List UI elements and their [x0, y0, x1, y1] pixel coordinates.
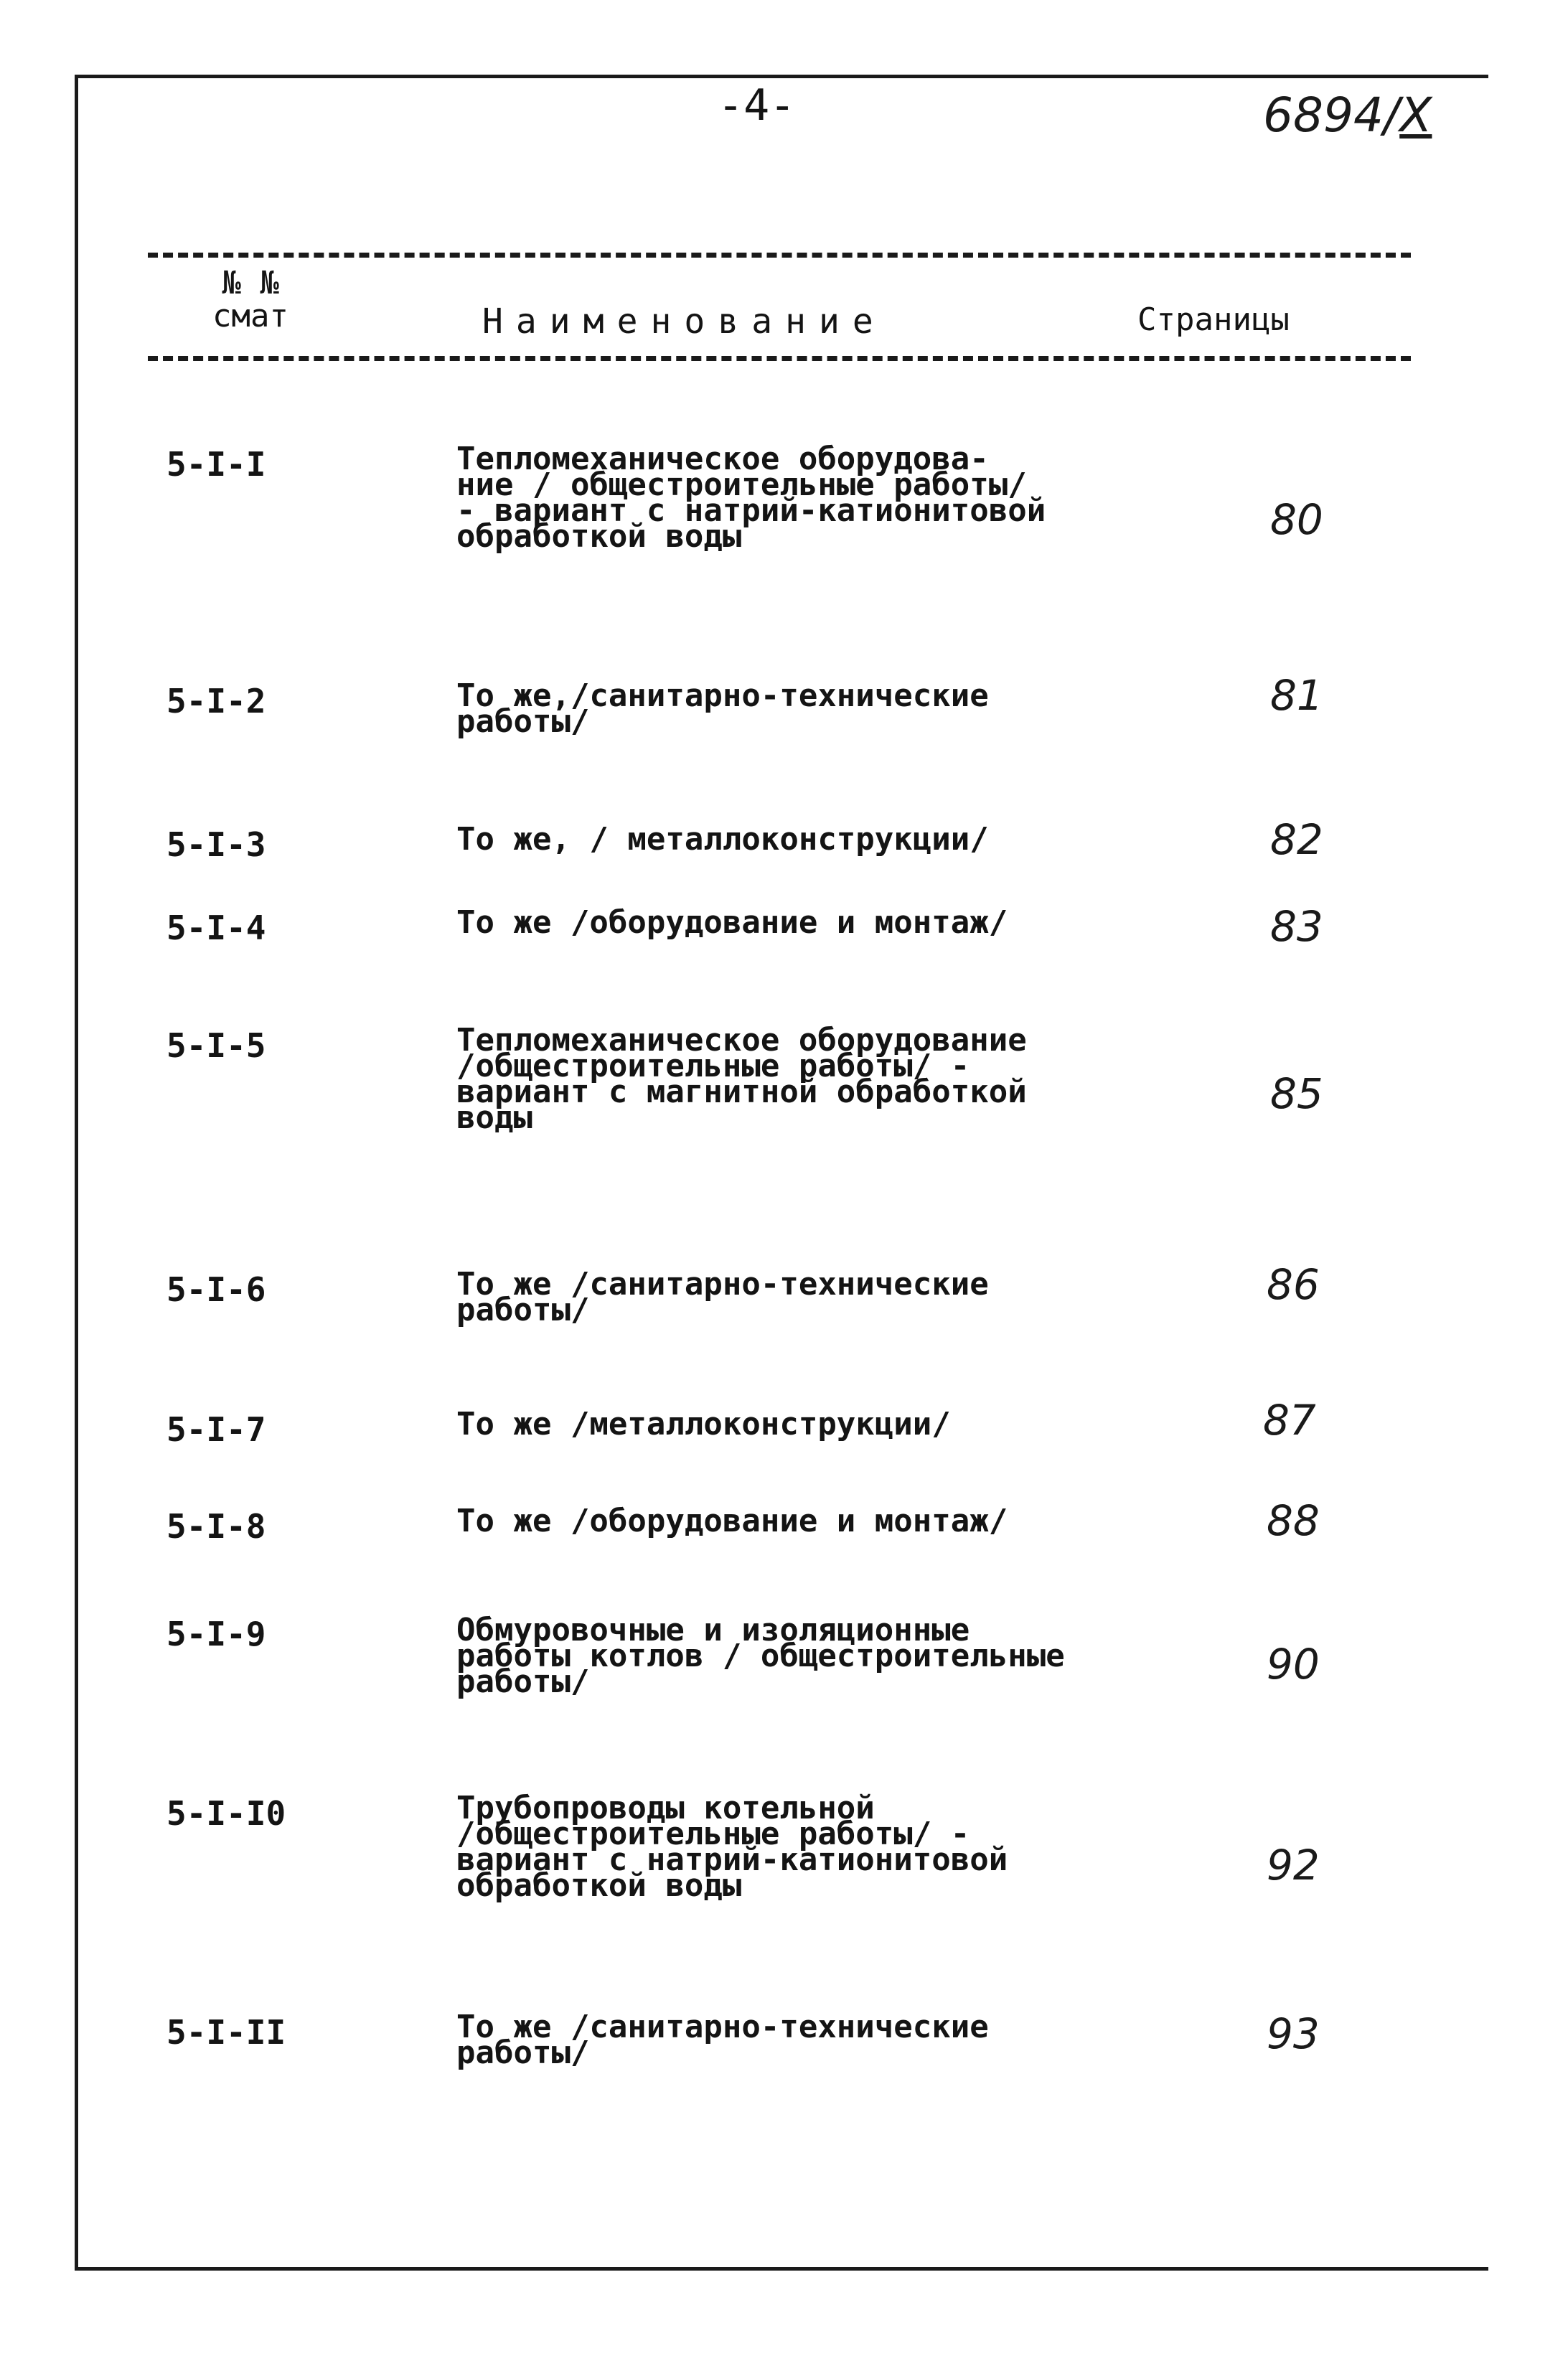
column-header-number-label: смат	[212, 298, 288, 334]
row-code: 5-I-9	[166, 1615, 266, 1653]
row-description: То же /санитарно-технические работы/	[456, 1266, 989, 1328]
header-bottom-rule	[148, 356, 1411, 361]
row-page: 85	[1270, 1069, 1323, 1118]
document-code-main: 6894/	[1263, 88, 1400, 143]
row-description: Обмуровочные и изоляционные работы котлов / общестроительные работы/	[456, 1612, 1065, 1700]
row-description: То же, / металлоконструкции/	[456, 821, 989, 858]
page-number: -4-	[718, 80, 796, 131]
row-page: 80	[1270, 495, 1323, 544]
row-code: 5-I-6	[166, 1270, 266, 1309]
row-description: Трубопроводы котельной /общестроительные работы/ - вариант с натрий-катионитовой обработкой воды	[456, 1790, 1008, 1904]
column-header-number-marks: № №	[222, 265, 279, 301]
row-description: То же /металлоконструкции/	[456, 1406, 951, 1442]
row-code: 5-I-7	[166, 1410, 266, 1449]
row-code: 5-I-II	[166, 2013, 286, 2052]
row-page: 87	[1263, 1396, 1316, 1445]
row-page: 88	[1267, 1496, 1320, 1545]
row-code: 5-I-2	[166, 682, 266, 721]
row-description: Тепломеханическое оборудование /общестроительные работы/ - вариант с магнитной обработкой воды	[456, 1022, 1027, 1136]
row-description: Тепломеханическое оборудова- ние / общестроительные работы/ - вариант с натрий-катионитовой обработкой воды	[456, 441, 1046, 555]
header-top-rule	[148, 253, 1411, 258]
row-description: То же /санитарно-технические работы/	[456, 2009, 989, 2071]
document-code	[1263, 88, 1432, 143]
row-description: То же,/санитарно-технические работы/	[456, 677, 989, 740]
row-code: 5-I-8	[166, 1507, 266, 1546]
row-page: 82	[1270, 815, 1323, 864]
column-header-name: Наименование	[482, 301, 886, 342]
row-page: 93	[1267, 2009, 1320, 2058]
row-code: 5-I-I0	[166, 1794, 286, 1833]
column-header-pages: Страницы	[1137, 301, 1290, 338]
row-description: То же /оборудование и монтаж/	[456, 904, 1008, 941]
row-page: 92	[1267, 1841, 1320, 1890]
row-page: 81	[1270, 671, 1323, 720]
row-code: 5-I-4	[166, 909, 266, 947]
page-border	[75, 75, 1488, 2271]
row-page: 83	[1270, 902, 1323, 951]
row-code: 5-I-I	[166, 445, 266, 484]
row-description: То же /оборудование и монтаж/	[456, 1503, 1008, 1539]
document-code-roman: X	[1399, 88, 1432, 143]
row-page: 86	[1267, 1260, 1320, 1309]
column-header-number	[212, 267, 288, 333]
row-code: 5-I-3	[166, 825, 266, 864]
row-page: 90	[1267, 1640, 1320, 1689]
row-code: 5-I-5	[166, 1026, 266, 1065]
